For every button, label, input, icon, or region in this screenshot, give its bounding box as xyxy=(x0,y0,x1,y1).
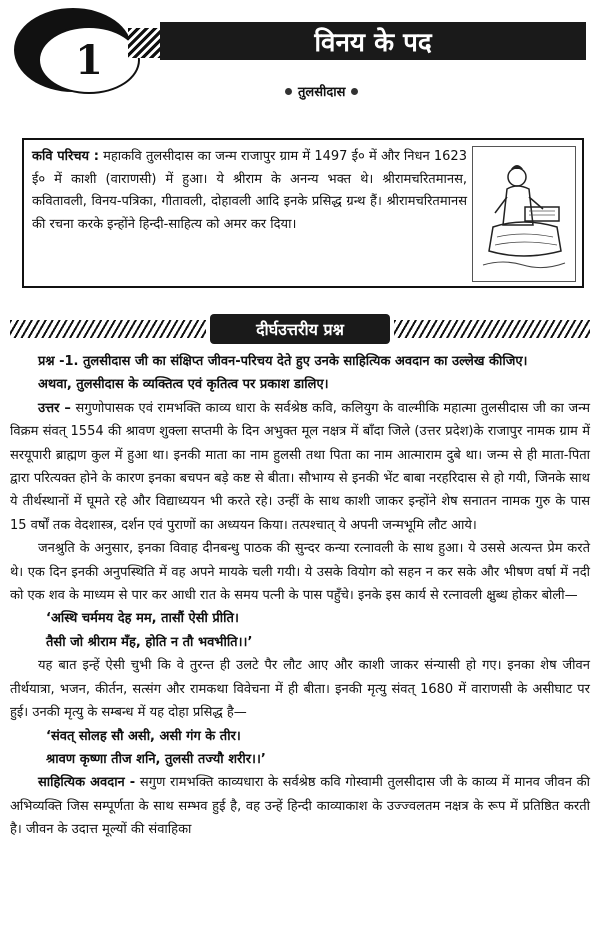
chapter-author xyxy=(285,82,358,100)
verse-1-line-1: ‘अस्थि चर्ममय देह मम, तासौं ऐसी प्रीति। xyxy=(46,611,239,627)
poet-portrait-illustration xyxy=(472,146,576,282)
section-stripe-left xyxy=(10,320,206,338)
tulsidas-sketch-icon xyxy=(473,147,575,281)
poet-intro-box xyxy=(22,138,584,288)
paragraph-2: जनश्रुति के अनुसार, इनका विवाह दीनबन्धु पाठक की सुन्दर कन्या रत्नावली के साथ हुआ। ये उससे अत्यन्त प्रेम करते थे। एक दिन इनकी अनुपस्थिति में वह अपने मायके चली गयी। ये उसके वियोग को सहन न कर सके और भीषण वर्षा में नदी को एक शव के माध्यम से पार कर आधी रात के समय पत्नी के पास पहुँचे। इनके इस कार्य से रत्नावली क्षुब्ध होकर बोली— xyxy=(10,541,590,604)
chapter-title: विनय के पद xyxy=(160,22,586,60)
chapter-number: 1 xyxy=(38,26,140,94)
contribution-text: सगुण रामभक्ति काव्यधारा के सर्वश्रेष्ठ कवि गोस्वामी तुलसीदास जी के काव्य में मानव जीवन की अभिव्यक्ति जिस सम्पूर्णता के साथ सम्भव हुई है, वह उन्हें हिन्दी काव्याकाश के उज्ज्वलतम नक्षत्र के रूप में प्रतिष्ठित करती है। जीवन के उदात्त मूल्यों की संवाहिका xyxy=(10,775,590,838)
answer-text: सगुणोपासक एवं रामभक्ति काव्य धारा के सर्वश्रेष्ठ कवि, कलियुग के वाल्मीकि महात्मा तुलसीदास जी का जन्म विक्रम संवत् 1554 की श्रावण शुक्ला सप्तमी के दिन अभुक्त मूल नक्षत्र में बाँदा जिले (उत्तर प्रदेश)के राजापुर नामक ग्राम में सरयूपारी ब्राह्मण कुल में हुआ था। इनकी माता का नाम हुलसी तथा पिता का नाम आत्माराम दुबे था। जन्म से ही माता-पिता द्वारा परित्यक्त होने के कारण इनका बचपन बड़े कष्ट से बीता। सौभाग्य से इनकी भेंट बाबा नरहरिदास से हो गयी, जिनके साथ ये तीर्थस्थानों में घूमते रहे और विद्याध्ययन भी करते रहे। उन्हीं के साथ काशी जाकर इन्होंने शेष सनातन नामक गुरु के पास 15 वर्षों तक वेदशास्त्र, दर्शन एवं पुराणों का अध्ययन किया। तत्पश्चात् ये अपनी जन्मभूमि लौट आये। xyxy=(10,400,591,533)
verse-2-line-1: ‘संवत् सोलह सौ असी, असी गंग के तीर। xyxy=(46,728,241,744)
section-heading-row xyxy=(0,314,600,344)
question-text: प्रश्न -1. तुलसीदास जी का संक्षिप्त जीवन-परिचय देते हुए उनके साहित्यिक अवदान का उल्लेख कीजिए। xyxy=(38,354,528,369)
verse-1-line-2: तैसी जो श्रीराम मँह, होति न तौ भवभीति।।’ xyxy=(46,634,253,650)
verse-2-line-2: श्रावण कृष्णा तीज शनि, तुलसी तज्यौ शरीर।।’ xyxy=(46,751,266,767)
intro-body: महाकवि तुलसीदास का जन्म राजापुर ग्राम में 1497 ई० में और निधन 1623 ई० में काशी (वाराणसी) में हुआ। ये श्रीराम के अनन्य भक्त थे। श्रीरामचरितमानस, कवितावली, विनय-पत्रिका, गीतावली, दोहावली आदि इनके प्रसिद्ध ग्रन्थ हैं। श्रीरामचरितमानस की रचना करके इन्होंने हिन्दी-साहित्य को अमर कर दिया। xyxy=(32,149,467,232)
alternate-question: अथवा, तुलसीदास के व्यक्तित्व एवं कृतित्व पर प्रकाश डालिए। xyxy=(38,377,329,393)
author-name: तुलसीदास xyxy=(298,85,346,100)
chapter-badge xyxy=(14,8,132,92)
poet-intro-text xyxy=(32,146,467,236)
answer-label: उत्तर – xyxy=(38,400,71,416)
intro-label: कवि परिचय : xyxy=(32,149,99,164)
paragraph-3: यह बात इन्हें ऐसी चुभी कि वे तुरन्त ही उलटे पैर लौट आए और काशी जाकर संन्यासी हो गए। इनका शेष जीवन तीर्थयात्रा, भजन, कीर्तन, सत्संग और रामकथा विवेचना में ही बीता। इनकी मृत्यु संवत् 1680 में वाराणसी के असीघाट पर हुई। उनकी मृत्यु के सम्बन्ध में यह दोहा प्रसिद्ध है— xyxy=(10,658,590,721)
contribution-paragraph xyxy=(10,771,590,841)
article-body xyxy=(10,350,590,842)
chapter-header xyxy=(0,0,600,110)
section-title: दीर्घउत्तरीय प्रश्न xyxy=(210,314,390,344)
answer-paragraph xyxy=(10,397,590,537)
contribution-label: साहित्यिक अवदान - xyxy=(38,775,136,791)
bullet-dot-icon xyxy=(351,88,358,95)
bullet-dot-icon xyxy=(285,88,292,95)
section-stripe-right xyxy=(394,320,590,338)
